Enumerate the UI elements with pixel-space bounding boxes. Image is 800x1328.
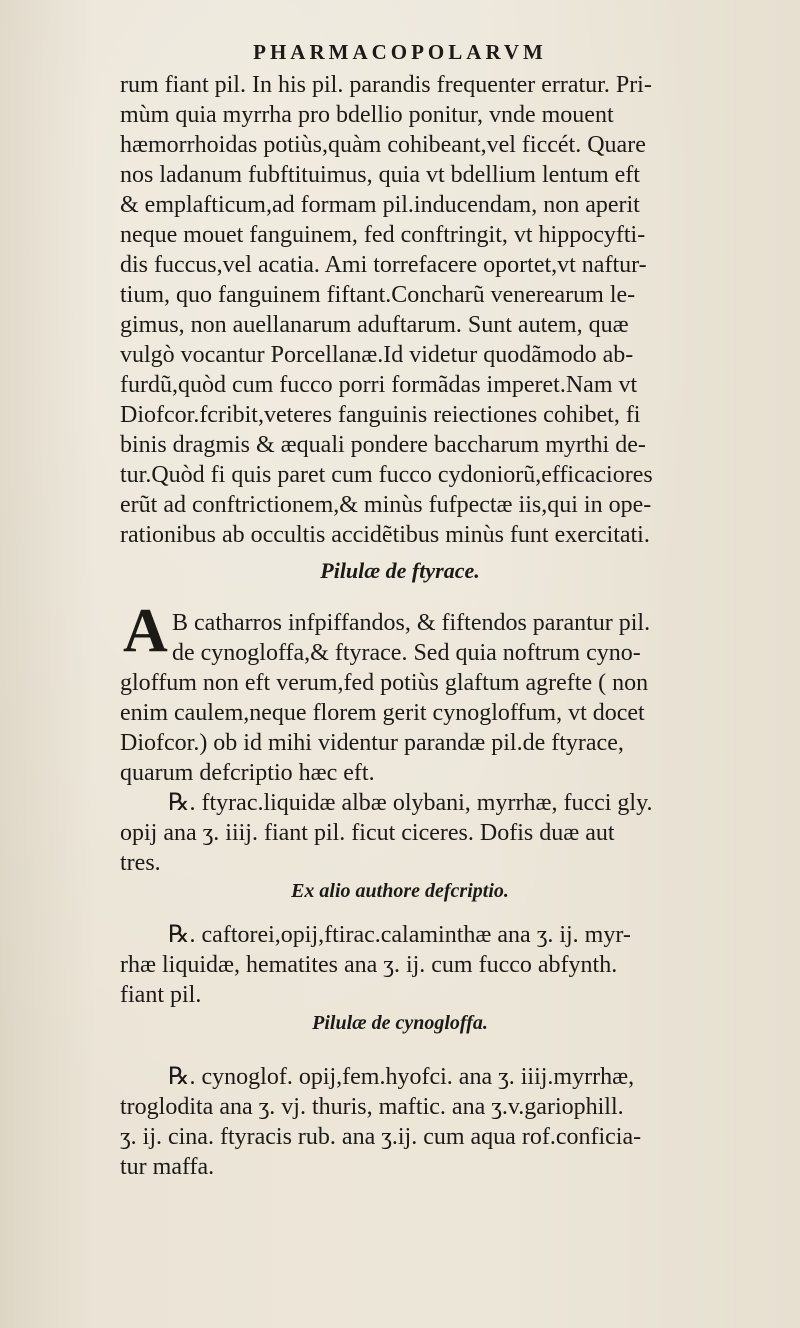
text-line: hæmorrhoidas potiùs,quàm cohibeant,vel ficcét. Quare	[120, 132, 646, 158]
recipe-line: tur maffa.	[120, 1154, 215, 1180]
text-line: tur.Quòd fi quis paret cum fucco cydoniorũ,efficaciores	[120, 462, 653, 488]
text-line: mùm quia myrrha pro bdellio ponitur, vnde mouent	[120, 102, 614, 128]
text-line: binis dragmis & æquali pondere baccharum myrthi de-	[120, 432, 646, 458]
section-heading: Pilulæ de cynogloffa.	[312, 1012, 488, 1034]
recipe-line: ℞. caftorei,opij,ftirac.calaminthæ ana ʒ. ij. myr-	[168, 922, 631, 948]
text-line: B catharros infpiffandos, & fiftendos parantur pil.	[172, 610, 651, 636]
text-line: de cynogloffa,& ftyrace. Sed quia noftrum cyno-	[172, 640, 641, 666]
text-line: Diofcor.) ob id mihi videntur parandæ pil.de ftyrace,	[120, 730, 624, 756]
running-head: PHARMACOPOLARVM	[253, 40, 547, 64]
recipe-line: ʒ. ij. cina. ftyracis rub. ana ʒ.ij. cum aqua rof.conficia-	[120, 1124, 642, 1150]
text-line: gloffum non eft verum,fed potiùs glaftum agrefte ( non	[120, 670, 649, 696]
text-line: Diofcor.fcribit,veteres fanguinis reiectiones cohibet, fi	[120, 402, 641, 428]
text-line: & emplafticum,ad formam pil.inducendam, non aperit	[120, 192, 640, 218]
section-heading: Ex alio authore defcriptio.	[291, 880, 509, 902]
recipe-line: ℞. cynoglof. opij,fem.hyofci. ana ʒ. iiij.myrrhæ,	[168, 1064, 635, 1090]
text-line: furdũ,quòd cum fucco porri formãdas imperet.Nam vt	[120, 372, 638, 398]
recipe-line: tres.	[120, 850, 161, 876]
text-line: tium, quo fanguinem fiftant.Concharũ venerearum le-	[120, 282, 636, 308]
text-line: nos ladanum fubftituimus, quia vt bdellium lentum eft	[120, 162, 640, 188]
drop-cap-initial: A	[123, 597, 168, 665]
text-line: enim caulem,neque florem gerit cynogloffum, vt docet	[120, 700, 645, 726]
text-line: gimus, non auellanarum aduftarum. Sunt autem, quæ	[120, 312, 629, 338]
recipe-line: rhæ liquidæ, hematites ana ʒ. ij. cum fucco abfynth.	[120, 952, 618, 978]
recipe-line: troglodita ana ʒ. vj. thuris, maftic. ana ʒ.v.gariophill.	[120, 1094, 624, 1120]
text-line: rum fiant pil. In his pil. parandis frequenter erratur. Pri-	[120, 72, 652, 98]
text-line: quarum defcriptio hæc eft.	[120, 760, 375, 786]
text-line: erũt ad conftrictionem,& minùs fufpectæ iis,qui in ope-	[120, 492, 652, 518]
text-line: rationibus ab occultis accidẽtibus minùs funt exercitati.	[120, 522, 650, 548]
recipe-line: ℞. ftyrac.liquidæ albæ olybani, myrrhæ, fucci gly.	[168, 790, 653, 816]
section-heading: Pilulæ de ftyrace.	[320, 558, 480, 583]
text-line: vulgò vocantur Porcellanæ.Id videtur quodãmodo ab-	[120, 342, 634, 368]
recipe-line: fiant pil.	[120, 982, 202, 1008]
recipe-line: opij ana ʒ. iiij. fiant pil. ficut ciceres. Dofis duæ aut	[120, 820, 615, 846]
text-line: neque mouet fanguinem, fed conftringit, vt hippocyfti-	[120, 222, 646, 248]
text-line: dis fuccus,vel acatia. Ami torrefacere oportet,vt naftur-	[120, 252, 647, 278]
